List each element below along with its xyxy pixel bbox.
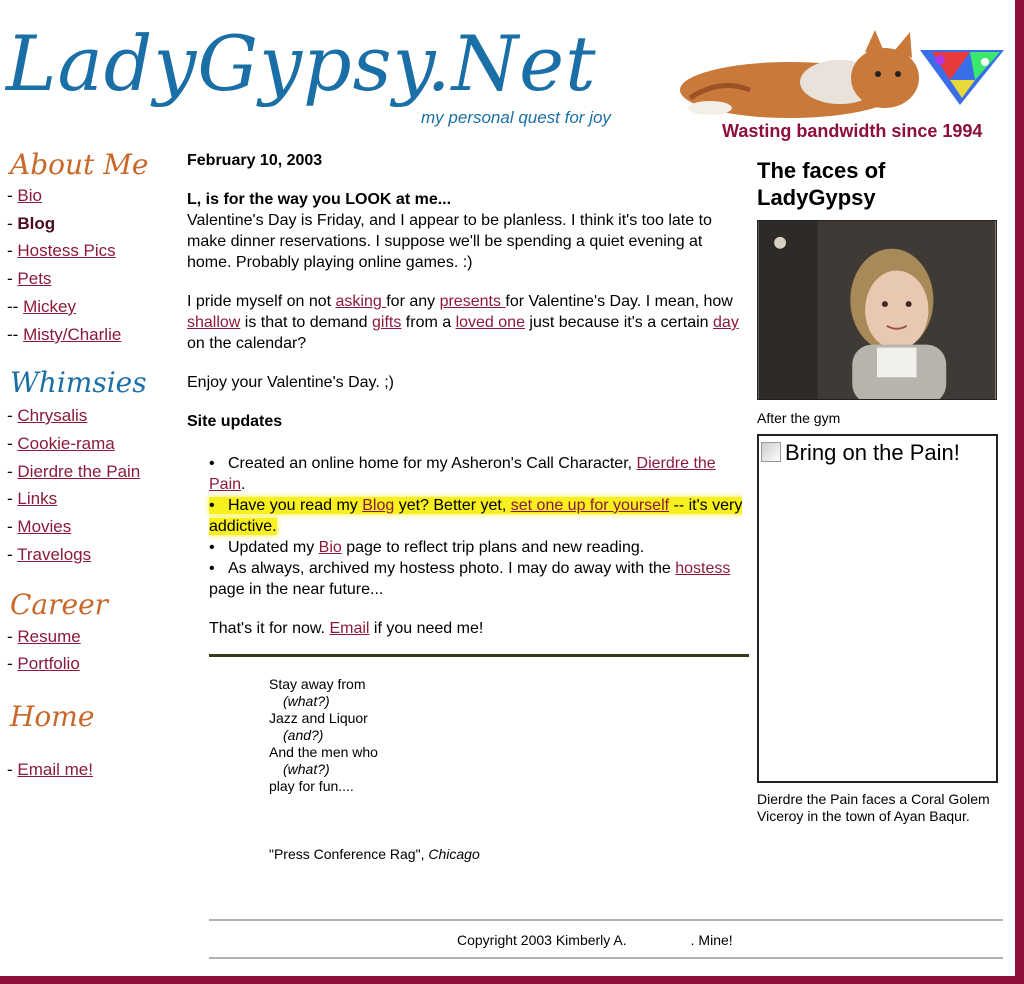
nav-item-bio[interactable]: - Bio bbox=[7, 186, 42, 205]
post-paragraph-1: Valentine's Day is Friday, and I appear to be planless. I think it's too late to make dinner reservations. I suppose we'll be spending a quiet evening at home. Probably playing online games. :) bbox=[187, 212, 712, 271]
highlighted-text: • Have you read my Blog yet? Better yet, set one up for yourself -- it's very addictive. bbox=[209, 497, 743, 535]
logo-text: LadyGypsy.Net bbox=[6, 19, 597, 108]
footer-divider-top bbox=[209, 919, 1003, 921]
cat-banner-image bbox=[670, 20, 1004, 124]
faces-title: The faces of LadyGypsy bbox=[757, 158, 886, 210]
post-signoff: That's it for now. Email if you need me! bbox=[209, 620, 484, 637]
link-loved-one[interactable]: loved one bbox=[455, 314, 525, 331]
logo-tagline: my personal quest for joy bbox=[421, 108, 611, 127]
dierdre-image-box bbox=[757, 434, 998, 783]
dierdre-caption: Dierdre the Pain faces a Coral Golem Viceroy in the town of Ayan Baqur. bbox=[757, 791, 990, 824]
link-gifts[interactable]: gifts bbox=[372, 314, 402, 331]
link-bio[interactable]: Bio bbox=[318, 539, 342, 556]
nav-item-cookie-rama[interactable]: - Cookie-rama bbox=[7, 434, 115, 453]
photo-caption: After the gym bbox=[757, 410, 841, 426]
nav-item-links[interactable]: - Links bbox=[7, 489, 58, 508]
site-logo[interactable] bbox=[6, 4, 646, 134]
broken-image-icon bbox=[761, 442, 781, 462]
link-dierdre-the-pain[interactable]: Dierdre the Pain bbox=[209, 455, 716, 493]
list-item: • As always, archived my hostess photo. I may do away with the hostess page in the near future... bbox=[209, 560, 731, 598]
copyright-text: Copyright 2003 Kimberly A. . Mine! bbox=[457, 932, 733, 948]
list-item: • Created an online home for my Asheron's Call Character, Dierdre the Pain. bbox=[209, 455, 716, 493]
nav-item-portfolio[interactable]: - Portfolio bbox=[7, 654, 80, 673]
link-shallow[interactable]: shallow bbox=[187, 314, 241, 331]
link-blog[interactable]: Blog bbox=[362, 497, 395, 514]
quote-source: "Press Conference Rag", Chicago bbox=[269, 846, 480, 862]
nav-item-dierdre-the-pain[interactable]: - Dierdre the Pain bbox=[7, 462, 141, 481]
profile-photo bbox=[757, 220, 997, 400]
nav-heading-home[interactable]: Home bbox=[10, 700, 95, 733]
link-email[interactable]: Email bbox=[329, 620, 370, 637]
list-item: • Updated my Bio page to reflect trip plans and new reading. bbox=[209, 539, 645, 556]
nav-heading-about-me: About Me bbox=[10, 148, 149, 181]
nav-item-misty-charlie[interactable]: -- Misty/Charlie bbox=[7, 325, 122, 344]
post-date: February 10, 2003 bbox=[187, 152, 323, 169]
nav-heading-whimsies: Whimsies bbox=[10, 366, 147, 399]
site-updates-list bbox=[209, 453, 747, 600]
nav-heading-career: Career bbox=[10, 588, 109, 621]
nav-item-email-me[interactable]: - Email me! bbox=[7, 760, 93, 779]
nav-item-movies[interactable]: - Movies bbox=[7, 517, 72, 536]
song-quote: Stay away from (what?) Jazz and Liquor (and?) And the men who (what?) play for fun.... bbox=[269, 676, 378, 794]
blog-post bbox=[187, 150, 747, 657]
bottom-frame-border bbox=[0, 976, 1024, 984]
link-day[interactable]: day bbox=[713, 314, 739, 331]
link-hostess[interactable]: hostess bbox=[675, 560, 731, 577]
site-updates-heading: Site updates bbox=[187, 413, 283, 430]
nav-item-travelogs[interactable]: - Travelogs bbox=[7, 545, 92, 564]
nav-item-resume[interactable]: - Resume bbox=[7, 627, 81, 646]
footer-divider-bottom bbox=[209, 957, 1003, 959]
post-paragraph-2: I pride myself on not asking for any presents for Valentine's Day. I mean, how shallow is that to demand gifts from a loved one just because it's a certain day on the calendar? bbox=[187, 293, 739, 352]
nav-item-pets[interactable]: - Pets bbox=[7, 269, 52, 288]
nav-item-mickey[interactable]: -- Mickey bbox=[7, 297, 76, 316]
content-divider bbox=[209, 654, 749, 657]
link-asking[interactable]: asking bbox=[335, 293, 387, 310]
since-slogan: Wasting bandwidth since 1994 bbox=[722, 121, 983, 141]
image-alt-text: Bring on the Pain! bbox=[785, 440, 960, 465]
post-title: L, is for the way you LOOK at me... bbox=[187, 191, 452, 208]
nav-item-chrysalis[interactable]: - Chrysalis bbox=[7, 406, 88, 425]
nav-item-blog[interactable]: - Blog bbox=[7, 214, 56, 233]
link-set-one-up[interactable]: set one up for yourself bbox=[510, 497, 670, 514]
right-frame-border bbox=[1015, 0, 1024, 984]
link-presents[interactable]: presents bbox=[439, 293, 506, 310]
list-item bbox=[209, 495, 747, 537]
post-paragraph-3: Enjoy your Valentine's Day. ;) bbox=[187, 374, 394, 391]
nav-item-hostess-pics[interactable]: - Hostess Pics bbox=[7, 241, 116, 260]
